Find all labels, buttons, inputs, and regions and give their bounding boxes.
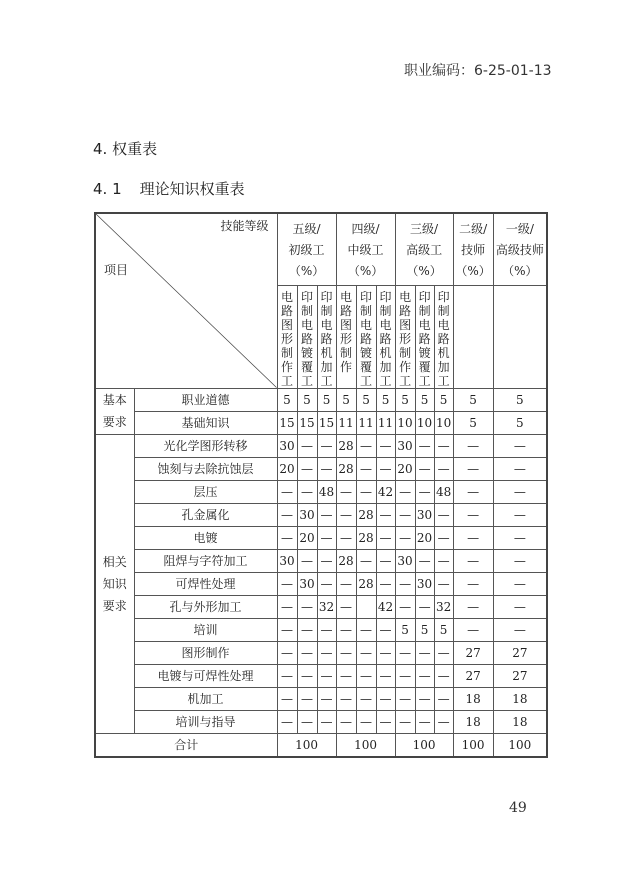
weight-value: —	[356, 480, 376, 503]
weight-value: —	[356, 549, 376, 572]
weight-value: —	[277, 641, 297, 664]
total-row	[95, 733, 547, 757]
weight-value: 27	[493, 641, 547, 664]
weight-value: 20	[297, 526, 317, 549]
weight-value: —	[376, 664, 395, 687]
item-name: 职业道德	[134, 388, 277, 411]
group-header: 四级/ 中级工 （%）	[336, 213, 395, 285]
weight-value: —	[277, 664, 297, 687]
weight-value: 28	[336, 549, 356, 572]
weight-value: —	[317, 710, 336, 733]
weight-value: —	[493, 457, 547, 480]
weight-value: —	[434, 503, 453, 526]
weight-value: 28	[336, 434, 356, 457]
weight-value: —	[415, 595, 434, 618]
weight-value: 27	[453, 664, 493, 687]
weight-value: —	[336, 664, 356, 687]
item-name: 层压	[134, 480, 277, 503]
weight-value: —	[356, 710, 376, 733]
weight-value	[356, 595, 376, 618]
total-value: 100	[277, 733, 336, 757]
weight-value: —	[453, 618, 493, 641]
weight-value: 18	[493, 710, 547, 733]
weight-value: 5	[453, 388, 493, 411]
table-row	[95, 388, 547, 411]
weight-value: 11	[356, 411, 376, 434]
occupation-code: 职业编码：6-25-01-13	[404, 63, 552, 79]
weight-value: —	[336, 641, 356, 664]
total-label: 合计	[95, 733, 277, 757]
weight-value: —	[356, 618, 376, 641]
weight-value: 18	[453, 710, 493, 733]
weight-value: —	[453, 503, 493, 526]
group-header: 二级/ 技师 （%）	[453, 213, 493, 285]
weight-value: —	[317, 549, 336, 572]
weight-value: —	[395, 595, 415, 618]
weight-value: 5	[434, 618, 453, 641]
weight-value: 48	[317, 480, 336, 503]
weight-value: —	[453, 549, 493, 572]
weight-value: —	[493, 480, 547, 503]
weight-value: 18	[453, 687, 493, 710]
table-row	[95, 549, 547, 572]
weight-value: —	[395, 664, 415, 687]
weight-value: 30	[395, 549, 415, 572]
weight-value: —	[415, 480, 434, 503]
weight-value: 5	[395, 388, 415, 411]
weight-value: —	[336, 572, 356, 595]
weight-value: 27	[493, 664, 547, 687]
weight-value: 15	[317, 411, 336, 434]
weight-value: —	[376, 526, 395, 549]
subcol-header: 印制电路机加工	[376, 285, 395, 388]
item-name: 培训与指导	[134, 710, 277, 733]
weight-value: —	[395, 687, 415, 710]
weight-value: —	[336, 687, 356, 710]
weight-value: —	[317, 641, 336, 664]
weight-value: —	[434, 687, 453, 710]
weight-value: 5	[336, 388, 356, 411]
weight-value: 28	[356, 526, 376, 549]
weight-value: 30	[297, 503, 317, 526]
weight-value: —	[356, 641, 376, 664]
weight-value: —	[336, 480, 356, 503]
weight-value: 27	[453, 641, 493, 664]
weight-value: 10	[434, 411, 453, 434]
weight-value: 30	[415, 503, 434, 526]
item-name: 电镀	[134, 526, 277, 549]
weight-value: —	[415, 457, 434, 480]
section-title: 4. 权重表	[93, 140, 158, 158]
weight-value: —	[493, 618, 547, 641]
weight-value: 20	[277, 457, 297, 480]
weight-value: —	[376, 710, 395, 733]
item-name: 图形制作	[134, 641, 277, 664]
item-name: 光化学图形转移	[134, 434, 277, 457]
weight-value: —	[415, 549, 434, 572]
weight-value: —	[493, 572, 547, 595]
weight-value: —	[297, 618, 317, 641]
weight-value: —	[277, 595, 297, 618]
weight-value: 5	[297, 388, 317, 411]
group-header: 一级/ 高级技师 （%）	[493, 213, 547, 285]
table-row	[95, 457, 547, 480]
weight-value: 30	[277, 434, 297, 457]
item-name: 阻焊与字符加工	[134, 549, 277, 572]
weight-value: —	[317, 618, 336, 641]
category-name: 基本要求	[102, 393, 127, 429]
table-row	[95, 664, 547, 687]
corner-skill-level: 技能等级	[220, 219, 269, 233]
weight-value: —	[297, 687, 317, 710]
weight-value: —	[376, 641, 395, 664]
total-value: 100	[395, 733, 453, 757]
page-number: 49	[509, 800, 527, 816]
weight-value: 20	[415, 526, 434, 549]
weight-value: —	[493, 434, 547, 457]
weight-value: —	[395, 480, 415, 503]
subcol-header: 印制电路镀覆工	[356, 285, 376, 388]
weight-value: —	[317, 687, 336, 710]
weight-value: —	[453, 457, 493, 480]
weight-value: —	[277, 526, 297, 549]
category-cell	[95, 434, 134, 733]
subcol-header: 电路图形制作工	[277, 285, 297, 388]
total-value: 100	[493, 733, 547, 757]
diagonal-line	[96, 214, 277, 388]
total-value: 100	[453, 733, 493, 757]
weight-value: —	[277, 618, 297, 641]
item-name: 电镀与可焊性处理	[134, 664, 277, 687]
item-name: 机加工	[134, 687, 277, 710]
corner-header	[95, 213, 277, 388]
weight-value: —	[317, 457, 336, 480]
weight-value: —	[434, 526, 453, 549]
weight-value: —	[317, 664, 336, 687]
table-row	[95, 641, 547, 664]
weight-value: —	[415, 434, 434, 457]
weight-value: —	[356, 434, 376, 457]
subsection-title	[93, 178, 245, 199]
weight-value: 42	[376, 480, 395, 503]
weight-value: 15	[277, 411, 297, 434]
weight-value: —	[297, 549, 317, 572]
weight-value: 30	[297, 572, 317, 595]
weight-value: —	[453, 434, 493, 457]
weight-value: —	[376, 618, 395, 641]
weight-value: —	[356, 664, 376, 687]
weight-value: —	[356, 687, 376, 710]
weight-value: —	[453, 595, 493, 618]
weight-value: —	[376, 434, 395, 457]
weight-value: —	[297, 641, 317, 664]
weight-value: 28	[356, 503, 376, 526]
weight-value: —	[376, 549, 395, 572]
weight-table	[94, 212, 548, 758]
weight-value: 5	[395, 618, 415, 641]
weight-value: —	[415, 710, 434, 733]
weight-value: —	[317, 526, 336, 549]
weight-value: 5	[415, 388, 434, 411]
subsection-text: 理论知识权重表	[139, 180, 245, 198]
weight-value: 5	[493, 411, 547, 434]
weight-value: 28	[356, 572, 376, 595]
group-header: 三级/ 高级工 （%）	[395, 213, 453, 285]
weight-value: 5	[453, 411, 493, 434]
weight-value: —	[434, 434, 453, 457]
weight-value: —	[297, 434, 317, 457]
table-row	[95, 595, 547, 618]
weight-value: —	[415, 641, 434, 664]
weight-value: —	[434, 710, 453, 733]
subcol-header: 印制电路镀覆工	[415, 285, 434, 388]
item-name: 培训	[134, 618, 277, 641]
weight-value: —	[376, 457, 395, 480]
weight-value: —	[434, 641, 453, 664]
weight-value: 28	[336, 457, 356, 480]
weight-value: —	[277, 687, 297, 710]
table-row	[95, 618, 547, 641]
weight-value: —	[356, 457, 376, 480]
weight-value: —	[277, 710, 297, 733]
weight-value: 5	[415, 618, 434, 641]
weight-value: —	[453, 480, 493, 503]
weight-value: 5	[434, 388, 453, 411]
weight-value: —	[317, 572, 336, 595]
weight-value: —	[434, 457, 453, 480]
empty-subcol	[493, 285, 547, 388]
weight-value: —	[453, 572, 493, 595]
weight-value: —	[493, 549, 547, 572]
weight-value: —	[297, 710, 317, 733]
weight-value: —	[434, 664, 453, 687]
weight-value: 10	[395, 411, 415, 434]
weight-value: —	[493, 526, 547, 549]
total-value: 100	[336, 733, 395, 757]
weight-value: —	[453, 526, 493, 549]
weight-value: —	[317, 503, 336, 526]
table-row	[95, 434, 547, 457]
item-name: 可焊性处理	[134, 572, 277, 595]
table-row	[95, 687, 547, 710]
item-name: 蚀刻与去除抗蚀层	[134, 457, 277, 480]
item-name: 基础知识	[134, 411, 277, 434]
weight-value: 32	[317, 595, 336, 618]
weight-value: 42	[376, 595, 395, 618]
table-row	[95, 480, 547, 503]
weight-value: 5	[356, 388, 376, 411]
weight-value: 11	[336, 411, 356, 434]
weight-value: 10	[415, 411, 434, 434]
subcol-header: 电路图形制作工	[395, 285, 415, 388]
weight-value: —	[297, 595, 317, 618]
table-row	[95, 526, 547, 549]
weight-value: —	[415, 664, 434, 687]
weight-value: 32	[434, 595, 453, 618]
weight-value: 18	[493, 687, 547, 710]
weight-value: —	[336, 710, 356, 733]
table-row	[95, 572, 547, 595]
weight-value: 5	[493, 388, 547, 411]
empty-subcol	[453, 285, 493, 388]
weight-value: 30	[395, 434, 415, 457]
weight-value: —	[395, 526, 415, 549]
weight-value: —	[297, 480, 317, 503]
weight-value: —	[415, 687, 434, 710]
weight-value: 5	[277, 388, 297, 411]
weight-value: 11	[376, 411, 395, 434]
weight-value: —	[395, 503, 415, 526]
weight-value: —	[434, 572, 453, 595]
weight-value: 48	[434, 480, 453, 503]
weight-value: —	[317, 434, 336, 457]
weight-value: 20	[395, 457, 415, 480]
category-cell	[95, 388, 134, 434]
item-name: 孔金属化	[134, 503, 277, 526]
weight-value: 5	[376, 388, 395, 411]
weight-value: —	[376, 572, 395, 595]
group-header: 五级/ 初级工 （%）	[277, 213, 336, 285]
weight-value: —	[434, 549, 453, 572]
weight-value: 30	[415, 572, 434, 595]
subcol-header: 印制电路机加工	[434, 285, 453, 388]
corner-item: 项目	[104, 263, 129, 277]
table-row	[95, 411, 547, 434]
weight-value: —	[493, 503, 547, 526]
weight-value: —	[277, 572, 297, 595]
weight-value: —	[395, 710, 415, 733]
item-name: 孔与外形加工	[134, 595, 277, 618]
subcol-header: 印制电路镀覆工	[297, 285, 317, 388]
weight-value: —	[336, 526, 356, 549]
weight-value: —	[395, 641, 415, 664]
weight-value: 5	[317, 388, 336, 411]
weight-value: —	[297, 664, 317, 687]
weight-value: 30	[277, 549, 297, 572]
table-row	[95, 710, 547, 733]
subcol-header: 印制电路机加工	[317, 285, 336, 388]
subsection-number: 4. 1	[93, 180, 122, 198]
weight-value: —	[336, 618, 356, 641]
subcol-header: 电路图形制作	[336, 285, 356, 388]
weight-value: —	[493, 595, 547, 618]
weight-value: —	[277, 503, 297, 526]
weight-value: —	[336, 595, 356, 618]
weight-value: 15	[297, 411, 317, 434]
weight-value: —	[336, 503, 356, 526]
weight-value: —	[376, 503, 395, 526]
weight-value: —	[277, 480, 297, 503]
weight-value: —	[395, 572, 415, 595]
category-name: 相关知识要求	[102, 554, 127, 613]
weight-value: —	[297, 457, 317, 480]
table-row	[95, 503, 547, 526]
weight-value: —	[376, 687, 395, 710]
